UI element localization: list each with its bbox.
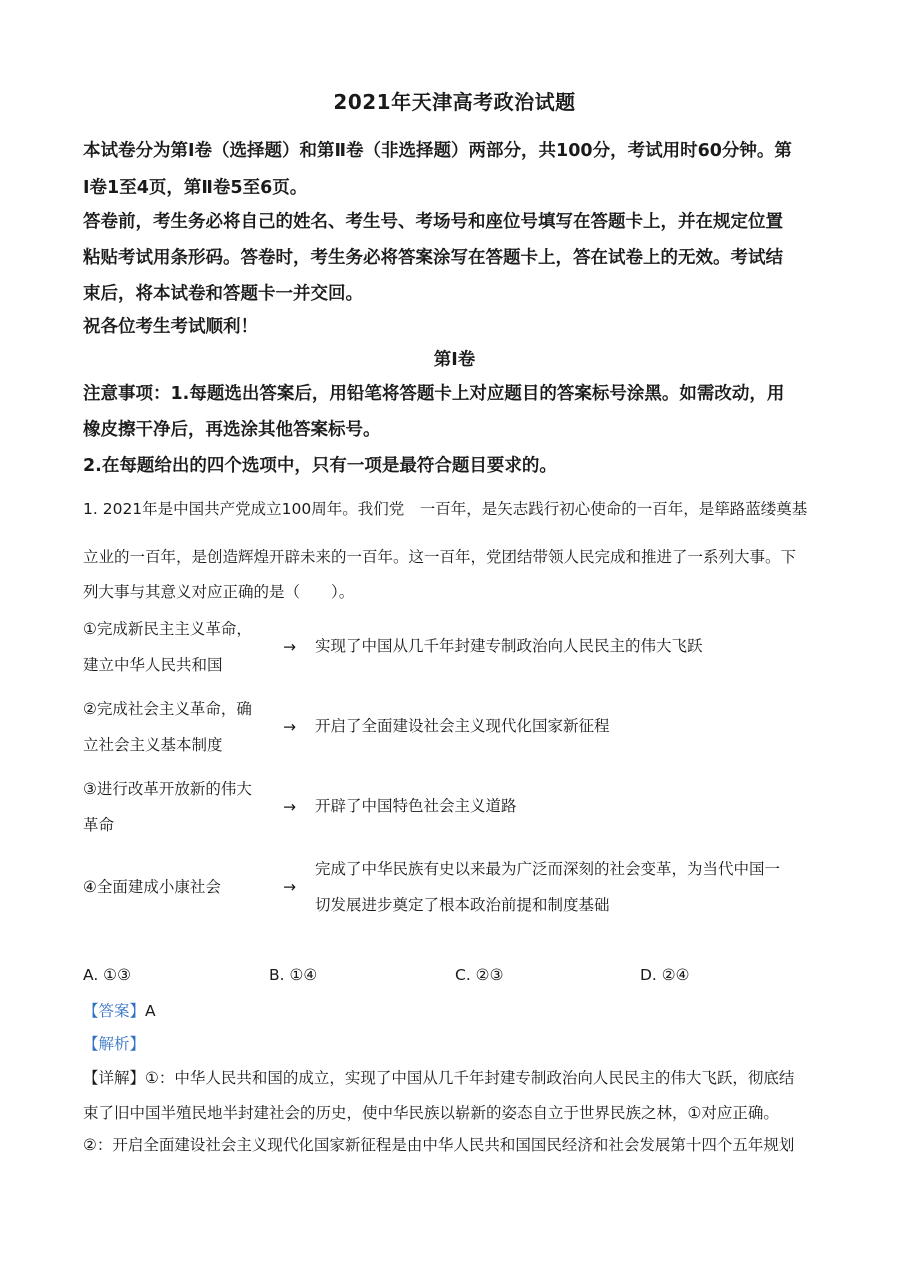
pair-4-arrow: → <box>283 878 296 896</box>
pair-4-meaning-line-2: 切发展进步奠定了根本政治前提和制度基础 <box>315 896 610 914</box>
pair-1-event <box>83 611 268 683</box>
pair-2-event <box>83 691 268 763</box>
pair-1-event-line-2: 建立中华人民共和国 <box>83 656 223 674</box>
question-line-2: 立业的一百年，是创造辉煌开辟未来的一百年。这一百年，党团结带领人民完成和推进了一系列大事。下 <box>83 548 797 566</box>
detail-line-1: 【详解】①：中华人民共和国的成立，实现了中国从几千年封建专制政治向人民民主的伟大飞跃，彻底结 <box>83 1069 795 1087</box>
question-line-3: 列大事与其意义对应正确的是（ ）。 <box>83 583 355 601</box>
pair-3-event <box>83 771 268 843</box>
pair-2-arrow: → <box>283 718 296 736</box>
detail-line-3: ②：开启全面建设社会主义现代化国家新征程是由中华人民共和国国民经济和社会发展第十四个五年规划 <box>83 1136 795 1154</box>
pair-3-meaning: 开辟了中国特色社会主义道路 <box>315 797 517 815</box>
pair-2-event-line-1: ②完成社会主义革命，确 <box>83 700 252 718</box>
intro-line-2: Ⅰ卷1至4页，第Ⅱ卷5至6页。 <box>83 178 308 198</box>
intro-line-5: 束后，将本试卷和答题卡一并交回。 <box>83 284 363 304</box>
notes-line-1: 注意事项：1.每题选出答案后，用铅笔将答题卡上对应题目的答案标号涂黑。如需改动，用 <box>83 384 785 404</box>
pair-3-event-line-1: ③进行改革开放新的伟大 <box>83 780 252 798</box>
pair-3-arrow: → <box>283 798 296 816</box>
answer-line <box>83 999 156 1021</box>
title-text: 2021年天津高考政治试题 <box>333 90 576 114</box>
pair-1-meaning: 实现了中国从几千年封建专制政治向人民民主的伟大飞跃 <box>315 637 703 655</box>
notes-line-3: 2.在每题给出的四个选项中，只有一项是最符合题目要求的。 <box>83 456 557 476</box>
question-line-1: 1. 2021年是中国共产党成立100周年。我们党 一百年，是矢志践行初心使命的一百年，是筚路蓝缕奠基 <box>83 500 808 518</box>
option-d: D. ②④ <box>640 966 690 984</box>
pair-4-event: ④全面建成小康社会 <box>83 878 221 896</box>
pair-4-meaning <box>315 851 780 923</box>
pair-3-event-line-2: 革命 <box>83 816 115 834</box>
intro-line-1: 本试卷分为第Ⅰ卷（选择题）和第Ⅱ卷（非选择题）两部分，共100分，考试用时60分钟。第 <box>83 141 792 161</box>
section-title: 第Ⅰ卷 <box>433 350 476 370</box>
pair-4-meaning-line-1: 完成了中华民族有史以来最为广泛而深刻的社会变革，为当代中国一 <box>315 860 781 878</box>
pair-2-meaning: 开启了全面建设社会主义现代化国家新征程 <box>315 717 610 735</box>
option-b: B. ①④ <box>269 966 318 984</box>
intro-line-3: 答卷前，考生务必将自己的姓名、考生号、考场号和座位号填写在答题卡上，并在规定位置 <box>83 212 783 232</box>
notes-line-2: 橡皮擦干净后，再选涂其他答案标号。 <box>83 420 381 440</box>
page-title <box>0 86 909 115</box>
pair-1-event-line-1: ①完成新民主主义革命， <box>83 620 252 638</box>
option-a: A. ①③ <box>83 966 131 984</box>
option-c: C. ②③ <box>455 966 504 984</box>
answer-label: 【答案】 <box>83 1002 146 1020</box>
intro-line-6: 祝各位考生考试顺利！ <box>83 317 258 337</box>
answer-value: A <box>145 1002 156 1020</box>
pair-1-arrow: → <box>283 638 296 656</box>
analysis-label: 【解析】 <box>83 1035 146 1053</box>
pair-2-event-line-2: 立社会主义基本制度 <box>83 736 223 754</box>
detail-line-2: 束了旧中国半殖民地半封建社会的历史，使中华民族以崭新的姿态自立于世界民族之林，①对应正确。 <box>83 1104 779 1122</box>
intro-line-4: 粘贴考试用条形码。答卷时，考生务必将答案涂写在答题卡上，答在试卷上的无效。考试结 <box>83 248 783 268</box>
